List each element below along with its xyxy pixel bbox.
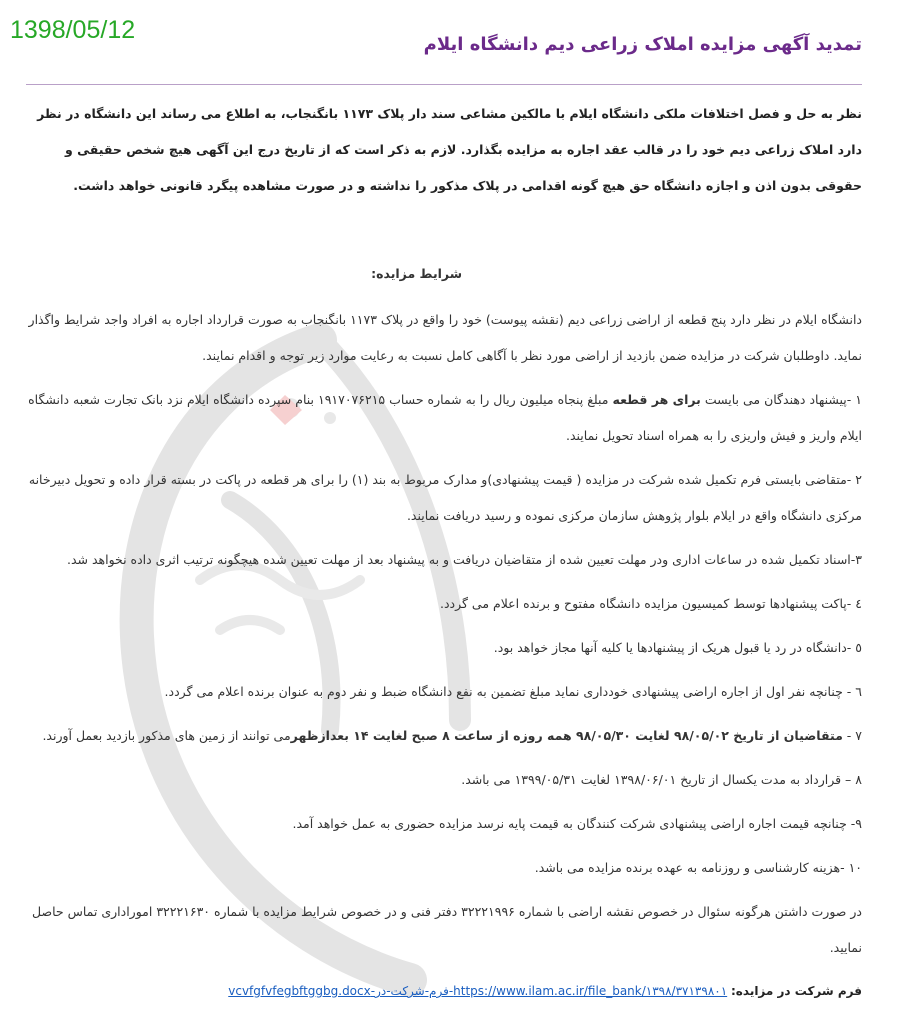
intro-paragraph: نظر به حل و فصل اختلافات ملکی دانشگاه ایلام با مالکین مشاعی سند دار پلاک ۱۱۷۳ بانگنجاب، به اطلاع می رساند این دانشگاه در نظر دارد املاک زراعی دیم خود را در قالب عقد اجاره به مزایده بگذارد. لازم به ذکر است که از تاریخ درج این آگهی هیچ شخص حقیقی و حقوقی بدون اذن و اجازه دانشگاه حق هیچ گونه اقدامی در پلاک مذکور را نداشته و در صورت مشاهده پیگرد قانونی خواهد داشت. [37, 106, 862, 193]
condition-item-2: ۲ -متقاضی بایستی فرم تکمیل شده شرکت در مزایده ( قیمت پیشنهادی)و مدارک مربوط به بند (۱) را برای هر قطعه در پاکت در بسته قرار داده و تحویل دبیرخانه مرکزی دانشگاه واقع در ایلام بلوار پژوهش سازمان مرکزی نموده و رسید دریافت نمایند. [28, 472, 862, 523]
condition-item-7-text: می توانند از زمین های مذکور بازدید بعمل آورند. [42, 728, 291, 743]
condition-item-3: ۳-اسناد تکمیل شده در ساعات اداری ودر مهلت تعیین شده از متقاضیان دریافت و به پیشنهاد بعد از مهلت تعیین شده هیچگونه ترتیب اثری داده نخواهد شد. [66, 552, 862, 567]
form-download-label: فرم شرکت در مزایده: [731, 984, 862, 998]
publish-date: 1398/05/12 [10, 16, 136, 44]
conditions-intro: دانشگاه ایلام در نظر دارد پنج قطعه از اراضی زراعی دیم (نقشه پیوست) خود را واقع در پلاک ۱۱۷۳ بانگنجاب به صورت قرارداد اجاره به افراد واجد شرایط واگذار نماید. داوطلبان شرکت در مزایده ضمن بازدید از اراضی مورد نظر با آگاهی کامل نسبت به رعایت موارد زیر توجه و اقدام نمایند. [28, 312, 862, 363]
title-divider [26, 84, 862, 85]
condition-item-1-text: مبلغ پنجاه میلیون ریال را به شماره حساب ۱۹۱۷۰۷۶۲۱۵ بنام سپرده دانشگاه ایلام نزد بانک تجارت شعبه دانشگاه ایلام واریز و فیش واریزی را به همراه اسناد تحویل نمایند. [28, 392, 862, 443]
condition-item-7-emphasis: متقاضیان از تاریخ ۹۸/۰۵/۰۲ لغایت ۹۸/۰۵/۳۰ همه روزه از ساعت ۸ صبح لغایت ۱۴ بعدازظهر [290, 728, 843, 743]
article-body [16, 96, 862, 1004]
condition-item-1 [16, 382, 862, 454]
page-title: تمدید آگهی مزایده املاک زراعی دیم دانشگاه ایلام [423, 34, 862, 55]
condition-item-6: ٦ - چنانچه نفر اول از اجاره اراضی پیشنهادی خودداری نماید مبلغ تضمین به نفع دانشگاه ضبط و نفر دوم به عنوان برنده اعلام می گردد. [164, 684, 862, 699]
condition-item-8: ۸ – قرارداد به مدت یکسال از تاریخ ۱۳۹۸/۰۶/۰۱ لغایت ۱۳۹۹/۰۵/۳۱ می باشد. [461, 772, 862, 787]
form-download-link[interactable]: https://www.ilam.ac.ir/file_bank/۱۳۹۸/۳۷۱۳۹۸۰۱-فرم-شرکت-در-vcvfgfvfegbftggbg.docx [228, 984, 728, 998]
conditions-heading: شرایط مزایده: [371, 266, 462, 281]
condition-item-4: ٤ -پاکت پیشنهادها توسط کمیسیون مزایده دانشگاه مفتوح و برنده اعلام می گردد. [439, 596, 862, 611]
condition-item-7-prefix: ۷ - [842, 728, 862, 743]
condition-item-9: ۹- چنانچه قیمت اجاره اراضی پیشنهادی شرکت کنندگان به قیمت پایه نرسد مزایده حضوری به عمل خواهد آمد. [292, 816, 862, 831]
condition-item-1-emphasis: برای هر قطعه [612, 392, 701, 407]
condition-item-10: ۱۰ -هزینه کارشناسی و روزنامه به عهده برنده مزایده می باشد. [534, 860, 862, 875]
condition-item-1-prefix: ۱ -پیشنهاد دهندگان می بایست [700, 392, 862, 407]
condition-item-5: ٥ -دانشگاه در رد یا قبول هریک از پیشنهادها یا کلیه آنها مجاز خواهد بود. [493, 640, 862, 655]
contact-paragraph: در صورت داشتن هرگونه سئوال در خصوص نقشه اراضی با شماره ۳۲۲۲۱۹۹۶ دفتر فنی و در خصوص شرایط مزایده با شماره ۳۲۲۲۱۶۳۰ اموراداری تماس حاصل نمایید. [32, 904, 862, 955]
condition-item-7 [16, 718, 862, 754]
form-download-line [16, 978, 862, 1004]
